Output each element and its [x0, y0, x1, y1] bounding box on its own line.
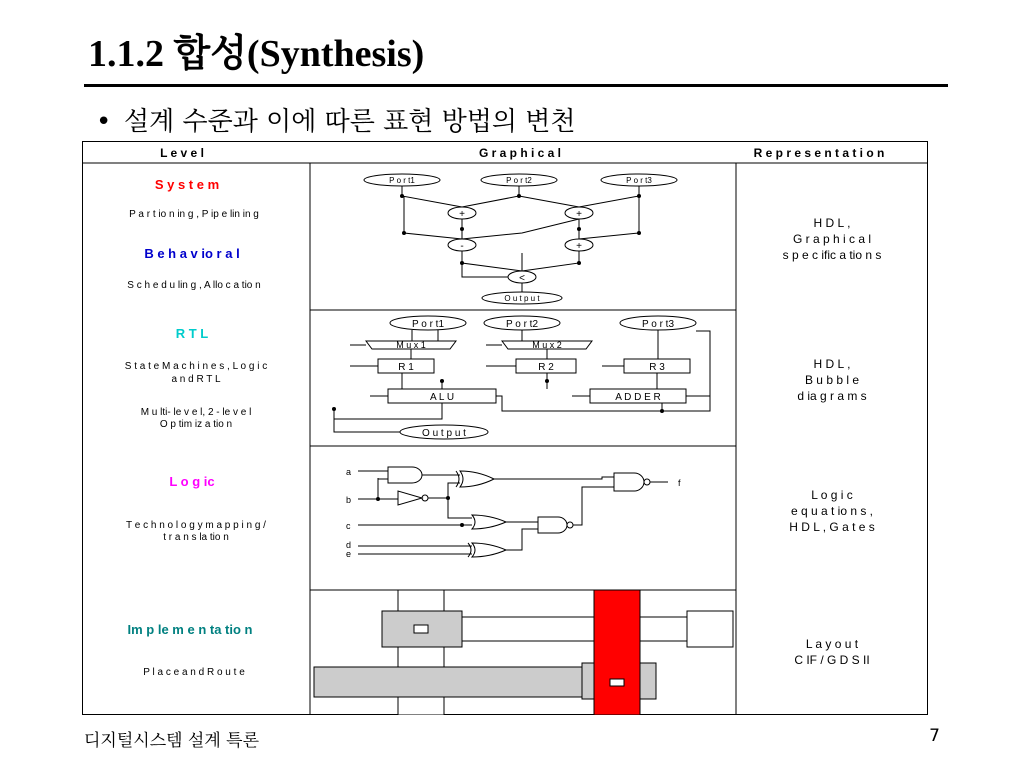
- level-behavioral-desc: S c h e d u lin g , A llo c a tio n: [127, 280, 261, 291]
- level-system: S y s t e m: [154, 177, 220, 192]
- synthesis-table: [82, 141, 928, 715]
- rtl-port3-label: P o r t3: [641, 319, 675, 330]
- level-rtl-desc-1: S t a t e M a c h i n e s , L o g i c: [124, 361, 268, 372]
- header-representation: R e p r e s e n t a t i o n: [753, 146, 885, 160]
- rtl-adder-label: A D D E R: [615, 392, 661, 403]
- logic-input-a: a: [346, 467, 352, 477]
- level-implementation-desc: P l a c e a n d R o u t e: [143, 667, 245, 678]
- nand-bubble-1: [644, 479, 650, 485]
- df-add1-label: +: [459, 209, 465, 220]
- nand-bubble-2: [567, 522, 573, 528]
- nand-gate-2: [538, 517, 567, 533]
- level-behavioral: B e h a v io r a l: [144, 246, 240, 261]
- df-port1-label: P o r t1: [389, 176, 415, 185]
- logic-input-b: b: [346, 495, 352, 505]
- footer-course-title: 디지털시스템 설계 특론: [84, 731, 260, 751]
- bullet-dot-icon: •: [96, 107, 112, 137]
- header-graphical: G r a p h i c a l: [478, 146, 562, 160]
- level-logic-desc-1: T e c h n o l o g y m a p p i n g /: [126, 520, 266, 531]
- df-output-label: O u t p u t: [504, 294, 540, 303]
- repr-system-1: H D L ,: [813, 216, 851, 230]
- repr-layout-2: C IF / G D S II: [794, 653, 870, 667]
- logic-gate-diagram: [358, 467, 668, 557]
- or-gate-2: [472, 515, 506, 529]
- logic-diagram-dots: [376, 496, 464, 527]
- rtl-port2-label: P o r t2: [505, 319, 539, 330]
- title-divider: [84, 84, 948, 87]
- logic-output-f: f: [678, 478, 681, 488]
- df-port3-label: P o r t3: [626, 176, 652, 185]
- level-rtl: R T L: [175, 326, 209, 341]
- rtl-r3-label: R 3: [649, 362, 665, 373]
- repr-logic-2: e q u a t io n s ,: [790, 504, 874, 518]
- header-level: L e v e l: [160, 146, 204, 160]
- page-number: 7: [929, 726, 940, 746]
- repr-logic-3: H D L , G a t e s: [789, 520, 875, 534]
- xor-gate: [472, 543, 506, 557]
- repr-logic-1: L o g i c: [811, 488, 853, 502]
- rtl-port1-label: P o r t1: [411, 319, 445, 330]
- nand-gate-1: [614, 473, 644, 491]
- layout-contact-top: [414, 625, 428, 633]
- logic-input-e: e: [346, 549, 352, 559]
- repr-system-2: G r a p h i c a l: [792, 232, 872, 246]
- bullet-text: 설계 수준과 이에 따른 표현 방법의 변천: [124, 107, 576, 137]
- level-logic-desc-2: t r a n s la tio n: [163, 532, 229, 543]
- rtl-mux1-label: M u x 1: [396, 340, 426, 350]
- level-opt-desc-1: M u lti- le v e l, 2 - le v e l: [140, 407, 252, 418]
- layout-contact-bottom: [610, 679, 624, 686]
- df-add3-label: +: [576, 241, 582, 252]
- logic-input-c: c: [346, 521, 351, 531]
- layout-diagram: [314, 590, 733, 715]
- repr-rtl-2: B u b b l e: [804, 373, 860, 387]
- layout-white-pad: [687, 611, 733, 647]
- rtl-output-label: O u t p u t: [422, 428, 466, 439]
- layout-red-column: [594, 590, 640, 715]
- level-system-desc: P a r t io n in g , P ip e lin in g: [129, 209, 259, 220]
- df-port2-label: P o r t2: [506, 176, 532, 185]
- not-gate: [398, 491, 422, 505]
- level-rtl-desc-2: a n d R T L: [171, 374, 221, 385]
- level-logic: L o g ic: [169, 474, 215, 489]
- logic-input-d: d: [346, 540, 352, 550]
- rtl-r1-label: R 1: [398, 362, 414, 373]
- rtl-mux2-label: M u x 2: [532, 340, 562, 350]
- rtl-r2-label: R 2: [538, 362, 554, 373]
- repr-layout-1: L a y o u t: [805, 637, 859, 651]
- or-gate-1: [460, 471, 494, 487]
- behavioral-diagram-dots: [400, 194, 641, 265]
- repr-system-3: s p e c ific a tio n s: [782, 248, 882, 262]
- rtl-alu-label: A L U: [429, 392, 455, 403]
- slide-title: 1.1.2 합성(Synthesis): [88, 33, 425, 75]
- level-implementation: Im p le m e n ta tio n: [127, 622, 253, 637]
- repr-rtl-1: H D L ,: [813, 357, 851, 371]
- and-gate-1: [388, 467, 422, 483]
- bullet-item: [96, 104, 575, 140]
- level-opt-desc-2: O p tim iz a tio n: [159, 419, 233, 430]
- df-cmp-label: <: [519, 273, 525, 284]
- df-sub-label: -: [460, 241, 464, 252]
- behavioral-dataflow-diagram: [364, 174, 677, 304]
- rtl-block-diagram: [334, 316, 710, 439]
- repr-rtl-3: d ia g r a m s: [797, 389, 867, 403]
- df-add2-label: +: [576, 209, 582, 220]
